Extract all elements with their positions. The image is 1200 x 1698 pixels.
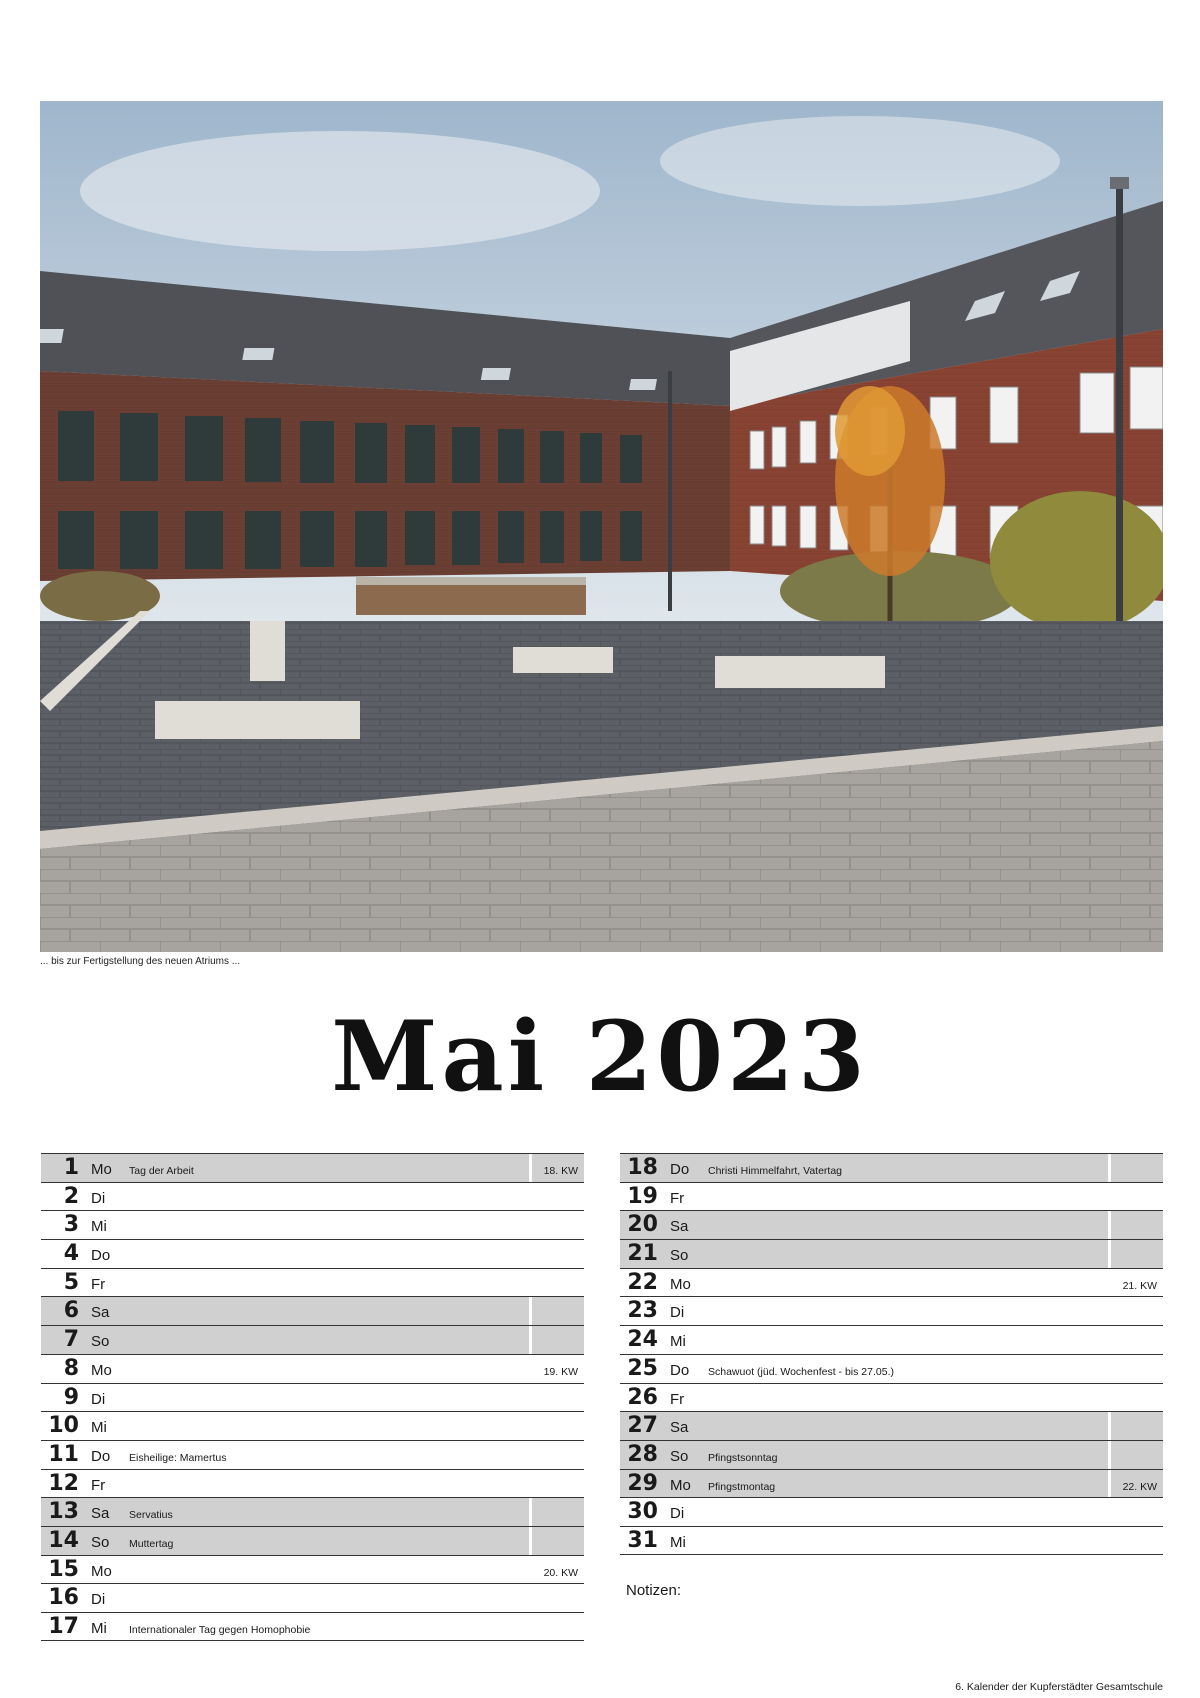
day-row <box>620 1325 1163 1354</box>
weekday-label: So <box>670 1447 689 1465</box>
footer-credit: 6. Kalender der Kupferstädter Gesamtschule <box>955 1681 1163 1693</box>
month-title: Mai 2023 <box>331 1000 869 1113</box>
day-number: 25 <box>627 1355 658 1381</box>
weekday-label: So <box>670 1247 689 1265</box>
day-number: 3 <box>63 1212 79 1238</box>
day-row <box>41 1182 584 1211</box>
day-number: 5 <box>63 1269 79 1295</box>
row-divider <box>1108 1211 1111 1239</box>
day-event: Muttertag <box>129 1537 174 1550</box>
day-number: 21 <box>627 1241 658 1267</box>
day-row <box>41 1354 584 1383</box>
weekday-label: Sa <box>91 1505 110 1523</box>
day-row <box>41 1296 584 1325</box>
day-row <box>620 1239 1163 1268</box>
day-event: Eisheilige: Mamertus <box>129 1451 227 1464</box>
day-number: 13 <box>48 1499 79 1525</box>
day-number: 19 <box>627 1183 658 1209</box>
day-number: 9 <box>63 1384 79 1410</box>
day-number: 31 <box>627 1527 658 1553</box>
day-row <box>41 1268 584 1297</box>
day-number: 10 <box>48 1413 79 1439</box>
day-row <box>41 1555 584 1584</box>
day-number: 14 <box>48 1527 79 1553</box>
day-row <box>41 1239 584 1268</box>
day-event: Tag der Arbeit <box>129 1165 194 1177</box>
calendar-week: 20. KW <box>543 1566 578 1579</box>
weekday-label: Fr <box>670 1390 685 1408</box>
calendar-column-right <box>620 1153 1163 1555</box>
weekday-label: Do <box>91 1247 111 1265</box>
weekday-label: Mi <box>91 1620 107 1637</box>
atrium-photo-illustration <box>40 101 1163 952</box>
day-row <box>41 1526 584 1555</box>
weekday-label: Di <box>91 1591 106 1609</box>
weekday-label: Mo <box>91 1161 112 1178</box>
day-number: 16 <box>48 1585 79 1611</box>
weekday-label: Do <box>670 1361 690 1379</box>
day-number: 20 <box>627 1212 658 1238</box>
calendar-column-left <box>41 1153 584 1641</box>
notes-label: Notizen: <box>626 1582 682 1599</box>
day-number: 17 <box>48 1614 79 1639</box>
day-number: 23 <box>627 1298 658 1324</box>
day-row <box>620 1440 1163 1469</box>
day-row <box>620 1383 1163 1412</box>
day-row <box>41 1325 584 1354</box>
weekday-label: Di <box>670 1505 685 1523</box>
day-row <box>41 1440 584 1469</box>
day-event: Schawuot (jüd. Wochenfest - bis 27.05.) <box>708 1365 894 1378</box>
day-number: 15 <box>48 1556 79 1582</box>
day-event: Christi Himmelfahrt, Vatertag <box>708 1165 843 1177</box>
day-number: 26 <box>627 1384 658 1410</box>
day-row <box>41 1583 584 1612</box>
day-row <box>41 1153 584 1182</box>
weekday-label: Mi <box>670 1533 686 1551</box>
day-number: 11 <box>48 1441 79 1467</box>
row-divider <box>1108 1441 1111 1469</box>
day-number: 28 <box>627 1441 658 1467</box>
day-number: 7 <box>63 1327 79 1353</box>
row-divider <box>1108 1470 1111 1498</box>
day-event: Pfingstsonntag <box>708 1451 778 1464</box>
day-number: 4 <box>63 1241 79 1267</box>
row-divider <box>1108 1154 1111 1182</box>
day-row <box>41 1497 584 1526</box>
day-number: 1 <box>63 1155 79 1180</box>
weekday-label: Fr <box>91 1476 106 1494</box>
day-number: 24 <box>627 1327 658 1353</box>
row-divider <box>529 1154 532 1182</box>
calendar-week: 22. KW <box>1122 1480 1157 1493</box>
day-row <box>620 1182 1163 1211</box>
weekday-label: Di <box>91 1189 106 1207</box>
day-event: Servatius <box>129 1509 173 1522</box>
weekday-label: Mi <box>91 1419 107 1437</box>
weekday-label: Mi <box>670 1333 686 1351</box>
day-row <box>41 1612 584 1641</box>
day-row <box>620 1210 1163 1239</box>
calendar-week: 19. KW <box>543 1365 578 1378</box>
day-row <box>620 1153 1163 1182</box>
day-number: 12 <box>48 1470 79 1496</box>
row-divider <box>529 1527 532 1555</box>
day-number: 29 <box>627 1470 658 1496</box>
weekday-label: Sa <box>670 1419 689 1437</box>
weekday-label: So <box>91 1533 110 1551</box>
row-divider <box>1108 1412 1111 1440</box>
day-row <box>41 1383 584 1412</box>
day-number: 6 <box>63 1298 79 1324</box>
row-divider <box>529 1326 532 1354</box>
day-row <box>41 1210 584 1239</box>
weekday-label: Mi <box>91 1218 107 1236</box>
weekday-label: Sa <box>670 1218 689 1236</box>
day-row <box>620 1526 1163 1555</box>
calendar-week: 21. KW <box>1122 1279 1157 1292</box>
weekday-label: Mo <box>670 1275 691 1293</box>
day-row <box>620 1354 1163 1383</box>
calendar-week: 18. KW <box>543 1165 578 1177</box>
weekday-label: So <box>91 1333 110 1351</box>
row-divider <box>1108 1240 1111 1268</box>
day-number: 30 <box>627 1499 658 1525</box>
weekday-label: Fr <box>91 1275 106 1293</box>
day-row <box>41 1411 584 1440</box>
day-row <box>620 1268 1163 1297</box>
weekday-label: Sa <box>91 1304 110 1322</box>
weekday-label: Fr <box>670 1189 685 1207</box>
day-number: 27 <box>627 1413 658 1439</box>
day-row <box>620 1469 1163 1498</box>
weekday-label: Do <box>91 1447 111 1465</box>
day-row <box>620 1296 1163 1325</box>
row-divider <box>529 1498 532 1526</box>
weekday-label: Di <box>91 1390 106 1408</box>
day-row <box>620 1497 1163 1526</box>
day-event: Internationaler Tag gegen Homophobie <box>129 1624 311 1636</box>
weekday-label: Do <box>670 1161 690 1178</box>
atrium-photo <box>40 101 1163 952</box>
day-number: 8 <box>63 1355 79 1381</box>
day-number: 2 <box>63 1183 79 1209</box>
day-event: Pfingstmontag <box>708 1480 776 1493</box>
weekday-label: Di <box>670 1304 685 1322</box>
row-divider <box>529 1297 532 1325</box>
weekday-label: Mo <box>670 1476 691 1494</box>
day-row <box>620 1411 1163 1440</box>
weekday-label: Mo <box>91 1562 112 1580</box>
day-number: 18 <box>627 1155 658 1180</box>
photo-caption: ... bis zur Fertigstellung des neuen Atriums ... <box>40 956 241 967</box>
day-number: 22 <box>627 1269 658 1295</box>
weekday-label: Mo <box>91 1361 112 1379</box>
day-row <box>41 1469 584 1498</box>
